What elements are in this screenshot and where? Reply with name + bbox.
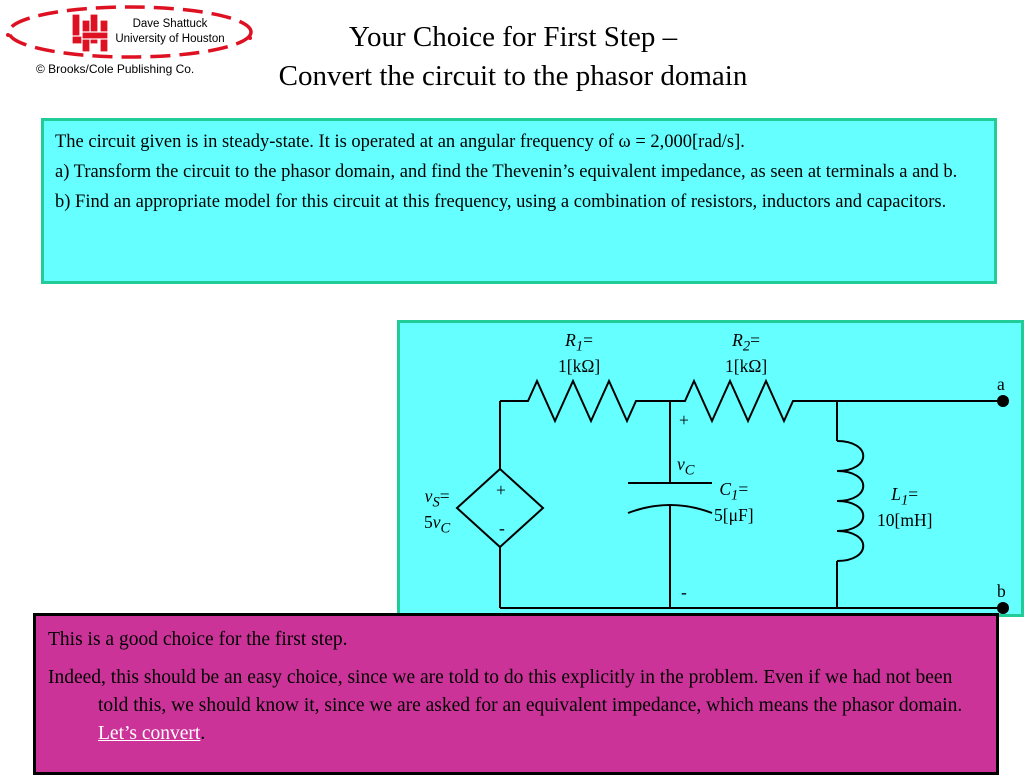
r1-value: 1[kΩ] bbox=[558, 355, 601, 376]
answer-feedback-box bbox=[33, 613, 999, 775]
terminal-b-label: b bbox=[997, 581, 1006, 601]
circuit-diagram-box bbox=[397, 320, 1024, 617]
resistor-r1 bbox=[500, 381, 670, 421]
vc-plus-sign: + bbox=[679, 410, 689, 430]
problem-statement-box bbox=[41, 118, 997, 284]
c1-label: $C_1=$ 5[μF] bbox=[714, 479, 754, 525]
r2-value: 1[kΩ] bbox=[725, 355, 768, 376]
c1-value: 5[μF] bbox=[714, 504, 754, 525]
r2-label: $R_2=$ 1[kΩ] bbox=[725, 330, 768, 376]
vs-expression: $5v_C$ bbox=[424, 511, 451, 536]
l1-label: $L_1=$ 10[mH] bbox=[877, 484, 933, 530]
terminal-a-node bbox=[997, 395, 1009, 407]
title-line-2: Convert the circuit to the phasor domain bbox=[278, 60, 748, 92]
vs-label: $v_S=$ $5v_C$ bbox=[424, 486, 451, 536]
answer-line-2: Indeed, this should be an easy choice, since we are told to do this explicitly in the problem. Even if we had not been told this, we should know it, since we are asked for an equivalent impedance, which means the phasor domain. Let’s convert. bbox=[48, 667, 963, 744]
source-plus-sign: + bbox=[496, 480, 506, 500]
author-affiliation: University of Houston bbox=[115, 33, 225, 45]
problem-part-b: b) Find an appropriate model for this circuit at this frequency, using a combination of resistors, inductors and capacitors. bbox=[55, 192, 947, 212]
problem-part-a: a) Transform the circuit to the phasor domain, and find the Thevenin’s equivalent impedance, as seen at terminals a and b. bbox=[55, 162, 958, 182]
inductor-l1 bbox=[837, 441, 863, 561]
publisher-credit: © Brooks/Cole Publishing Co. bbox=[36, 62, 195, 76]
vc-label: $v_C$ bbox=[677, 454, 695, 479]
title-line-1: Your Choice for First Step – bbox=[348, 21, 678, 53]
answer-line-1: This is a good choice for the first step. bbox=[48, 629, 348, 650]
circuit-schematic bbox=[400, 323, 1024, 620]
lets-convert-link[interactable]: Let’s convert bbox=[98, 723, 201, 744]
slide-title bbox=[200, 18, 826, 96]
resistor-r2 bbox=[670, 381, 837, 421]
l1-value: 10[mH] bbox=[877, 509, 933, 530]
author-name: Dave Shattuck bbox=[132, 18, 208, 30]
problem-intro: The circuit given is in steady-state. It is operated at an angular frequency of ω = 2,000[rad/s]. bbox=[55, 132, 745, 152]
r1-label: $R_1=$ 1[kΩ] bbox=[558, 330, 601, 376]
source-minus-sign: - bbox=[499, 518, 505, 538]
terminal-a-label: a bbox=[997, 374, 1005, 394]
vc-minus-sign: - bbox=[681, 582, 687, 602]
